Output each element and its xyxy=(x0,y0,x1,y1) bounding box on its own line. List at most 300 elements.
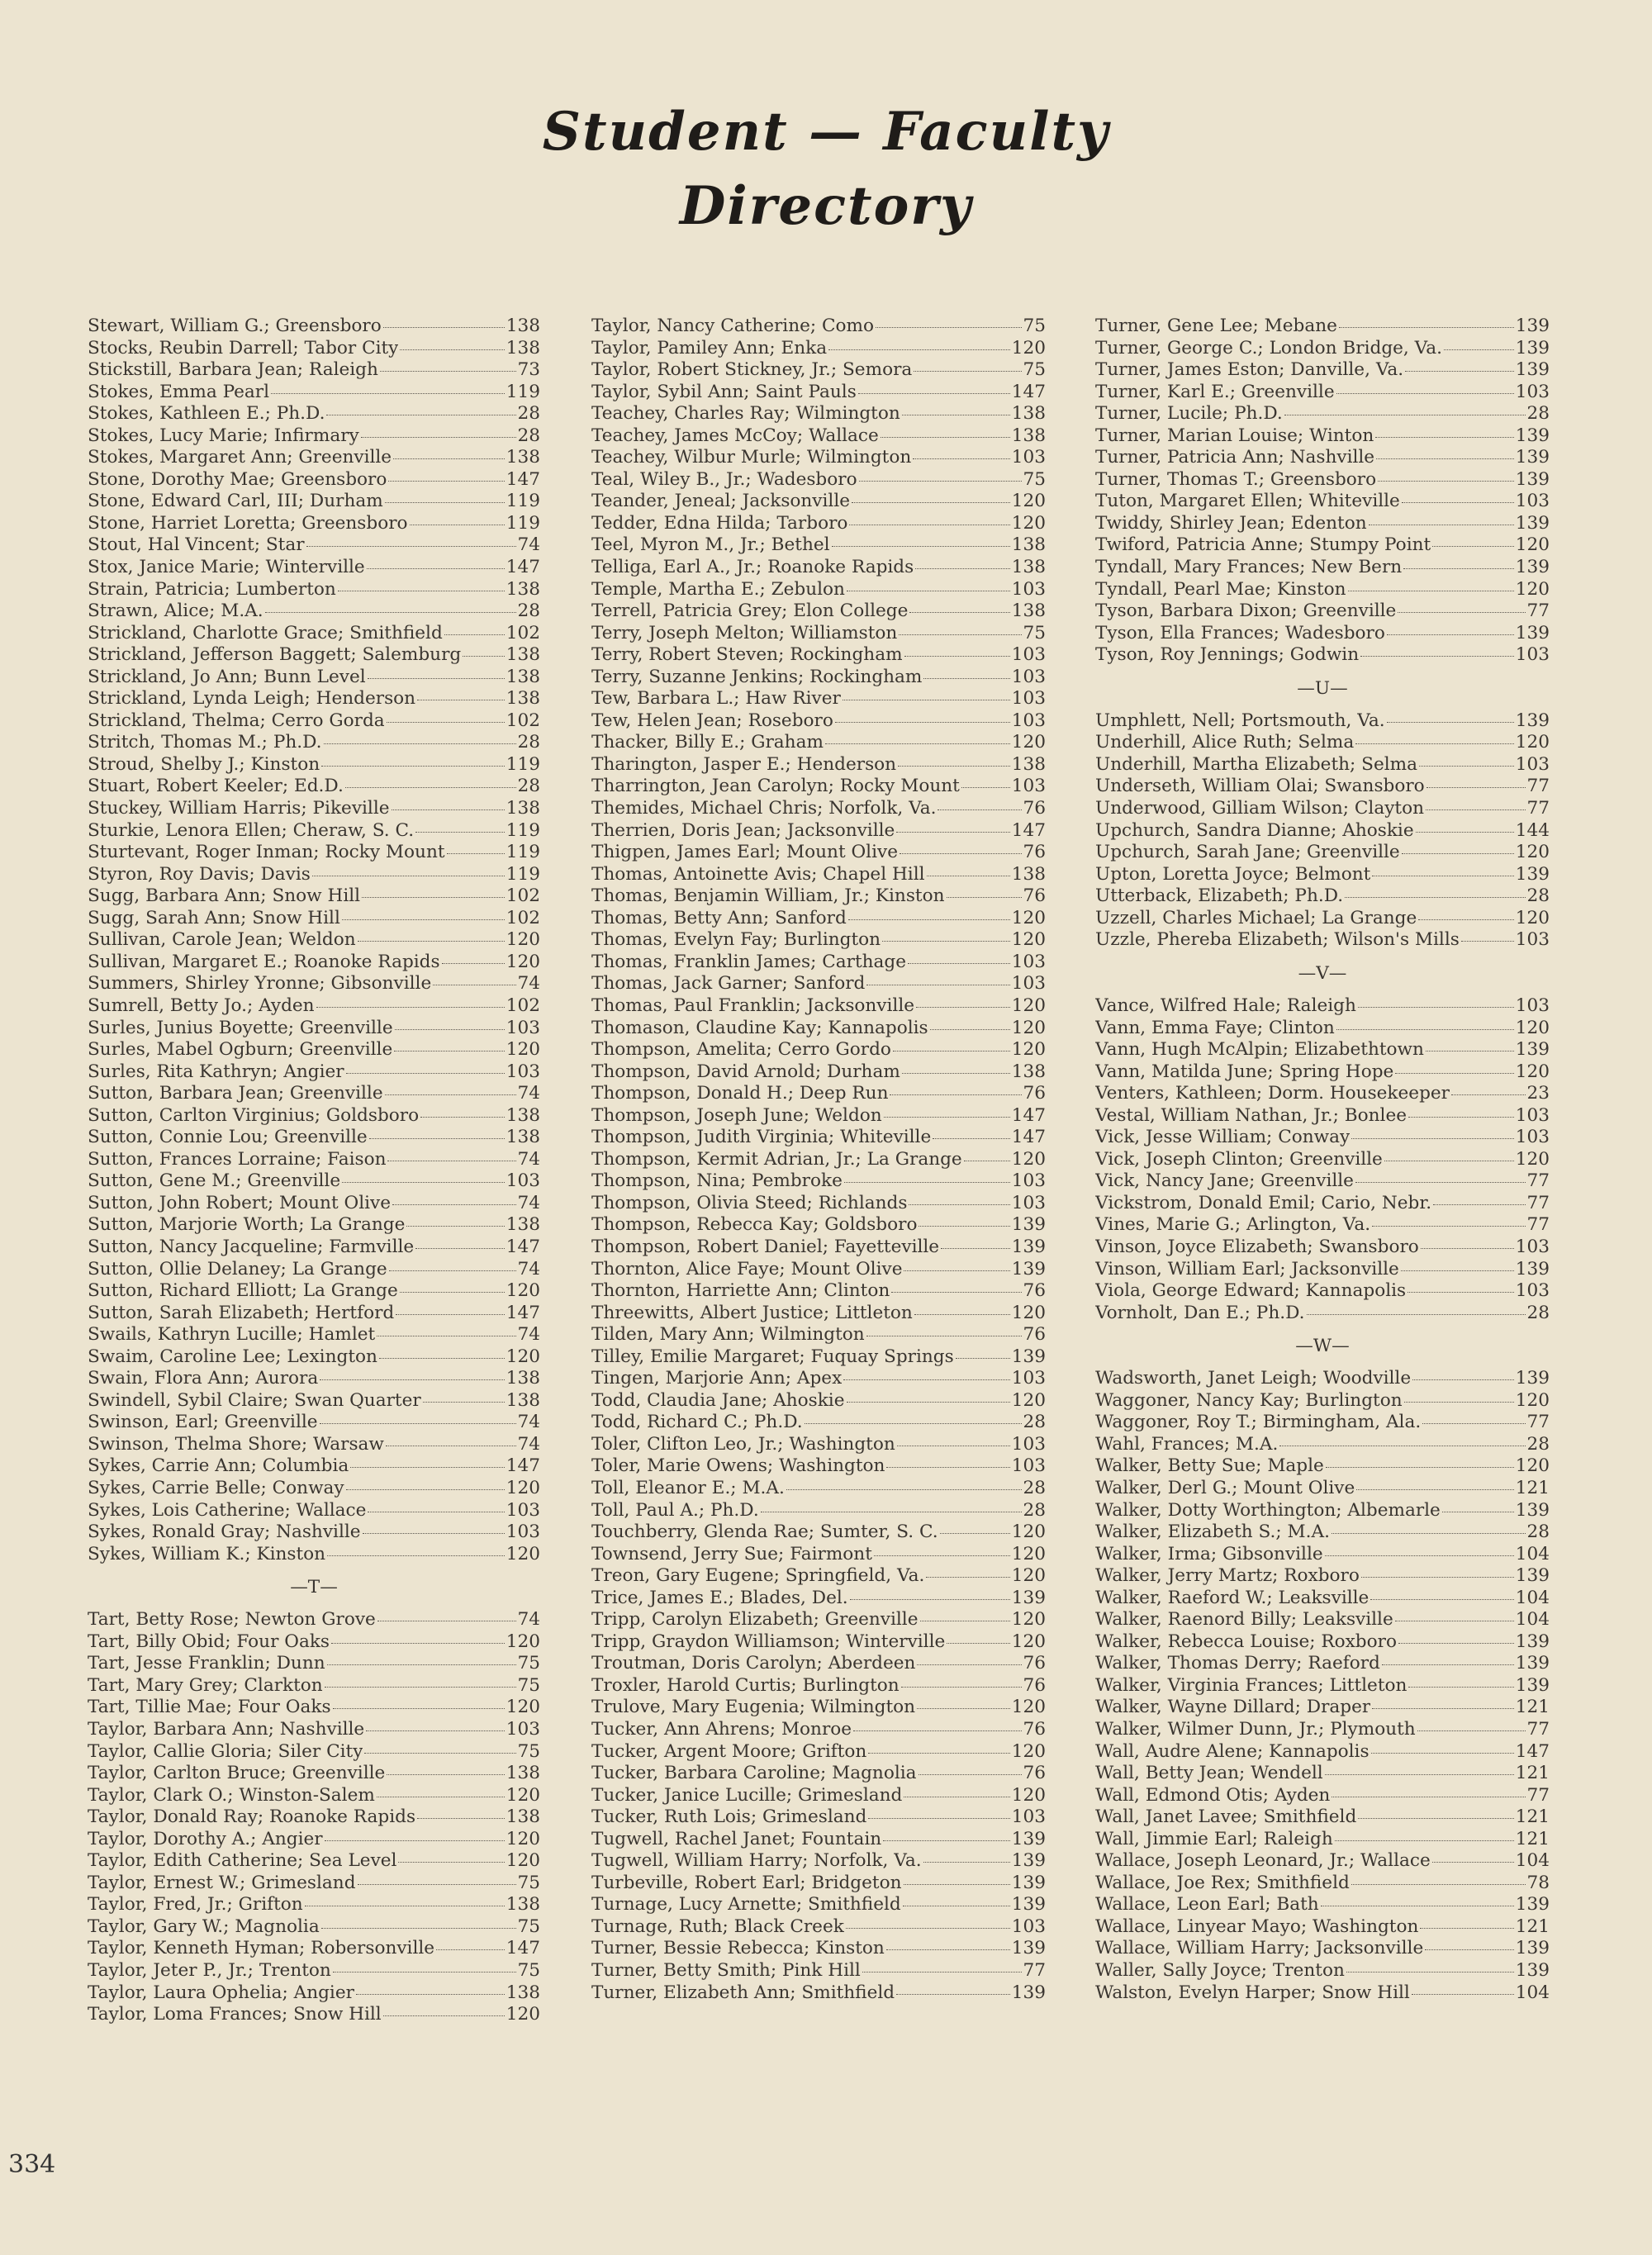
directory-entry xyxy=(1095,1609,1550,1631)
directory-entry xyxy=(1095,1565,1550,1588)
entry-name: Vines, Marie G.; Arlington, Va. xyxy=(1095,1214,1371,1236)
entry-name: Vinson, Joyce Elizabeth; Swansboro xyxy=(1095,1236,1419,1257)
entry-page: 138 xyxy=(506,1763,540,1784)
entry-page: 77 xyxy=(1526,1412,1550,1433)
entry-name: Sutton, Frances Lorraine; Faison xyxy=(88,1148,387,1170)
entry-page: 139 xyxy=(1515,316,1550,336)
directory-entry xyxy=(1095,1280,1550,1303)
entry-page: 119 xyxy=(506,491,540,512)
entry-page: 74 xyxy=(517,1412,540,1433)
directory-entry xyxy=(88,1061,540,1084)
directory-entry xyxy=(591,1982,1046,2005)
directory-entry xyxy=(88,579,540,601)
entry-page: 75 xyxy=(517,1740,540,1762)
entry-name: Swaim, Caroline Lee; Lexington xyxy=(88,1346,377,1367)
entry-name: Stokes, Kathleen E.; Ph.D. xyxy=(88,403,325,425)
entry-name: Vickstrom, Donald Emil; Cario, Nebr. xyxy=(1095,1192,1432,1213)
leader-dots xyxy=(327,1555,505,1556)
entry-page: 120 xyxy=(1011,929,1046,951)
leader-dots xyxy=(1387,722,1514,723)
leader-dots xyxy=(828,349,1010,350)
directory-entry xyxy=(591,1609,1046,1631)
directory-entry xyxy=(88,1763,540,1785)
directory-entry xyxy=(1095,1697,1550,1719)
leader-dots xyxy=(345,787,516,788)
leader-dots xyxy=(1339,327,1514,328)
entry-name: Stuckey, William Harris; Pikeville xyxy=(88,798,390,819)
entry-name: Teachey, James McCoy; Wallace xyxy=(591,425,879,446)
entry-name: Vance, Wilfred Hale; Raleigh xyxy=(1095,995,1356,1016)
entry-name: Thompson, Olivia Steed; Richlands xyxy=(591,1192,908,1213)
entry-name: Sullivan, Carole Jean; Weldon xyxy=(88,929,356,951)
entry-name: Wall, Betty Jean; Wendell xyxy=(1095,1763,1323,1784)
entry-page: 139 xyxy=(1515,1631,1550,1652)
directory-entry xyxy=(1095,623,1550,645)
directory-entry xyxy=(88,929,540,952)
entry-name: Sykes, Ronald Gray; Nashville xyxy=(88,1522,361,1543)
leader-dots xyxy=(909,612,1009,613)
directory-entry xyxy=(88,1280,540,1303)
directory-entry xyxy=(591,798,1046,820)
directory-entry xyxy=(88,1653,540,1675)
entry-page: 28 xyxy=(1526,403,1550,425)
directory-entry xyxy=(591,1478,1046,1500)
entry-page: 138 xyxy=(1011,403,1046,425)
directory-entry xyxy=(1095,710,1550,733)
entry-page: 103 xyxy=(1515,644,1550,666)
leader-dots xyxy=(941,1248,1010,1249)
leader-dots xyxy=(1444,349,1514,350)
directory-entry xyxy=(591,579,1046,601)
entry-page: 121 xyxy=(1515,1828,1550,1849)
entry-page: 76 xyxy=(1023,1083,1046,1104)
directory-entry xyxy=(591,667,1046,689)
leader-dots xyxy=(316,1007,505,1008)
entry-page: 103 xyxy=(506,1499,540,1521)
entry-name: Toler, Marie Owens; Washington xyxy=(591,1455,885,1477)
entry-page: 120 xyxy=(1011,1302,1046,1323)
directory-entry xyxy=(591,688,1046,710)
entry-name: Tart, Mary Grey; Clarkton xyxy=(88,1674,323,1696)
entry-name: Teander, Jeneal; Jacksonville xyxy=(591,491,851,512)
entry-name: Surles, Mabel Ogburn; Greenville xyxy=(88,1039,393,1061)
entry-page: 28 xyxy=(517,425,540,446)
entry-name: Walker, Elizabeth S.; M.A. xyxy=(1095,1522,1330,1543)
entry-name: Taylor, Barbara Ann; Nashville xyxy=(88,1719,365,1740)
entry-page: 103 xyxy=(506,1170,540,1192)
directory-entry xyxy=(88,1346,540,1369)
entry-page: 138 xyxy=(506,578,540,600)
directory-entry xyxy=(88,1500,540,1522)
leader-dots xyxy=(369,1138,505,1139)
leader-dots xyxy=(891,1292,1021,1293)
directory-entry xyxy=(591,447,1046,469)
leader-dots xyxy=(1372,1708,1514,1709)
leader-dots xyxy=(265,612,516,613)
leader-dots xyxy=(886,1949,1010,1950)
leader-dots xyxy=(908,963,1010,964)
directory-entry xyxy=(1095,1237,1550,1259)
directory-entry xyxy=(1095,1588,1550,1610)
leader-dots xyxy=(380,371,516,372)
directory-entry xyxy=(88,842,540,864)
entry-page: 138 xyxy=(1011,753,1046,775)
entry-page: 28 xyxy=(1023,1412,1046,1433)
entry-name: Wallace, William Harry; Jacksonville xyxy=(1095,1938,1424,1959)
directory-entry xyxy=(591,1938,1046,1960)
entry-name: Temple, Martha E.; Zebulon xyxy=(591,578,845,600)
directory-entry xyxy=(1095,754,1550,776)
entry-name: Walker, Wayne Dillard; Draper xyxy=(1095,1697,1371,1718)
leader-dots xyxy=(361,437,516,438)
entry-name: Underhill, Alice Ruth; Selma xyxy=(1095,732,1355,753)
entry-name: Upton, Loretta Joyce; Belmont xyxy=(1095,863,1371,885)
directory-entry xyxy=(88,973,540,995)
leader-dots xyxy=(362,897,505,898)
entry-page: 103 xyxy=(1515,1280,1550,1302)
directory-column-3 xyxy=(1095,316,1550,2004)
leader-dots xyxy=(1370,1599,1513,1600)
entry-name: Turner, Bessie Rebecca; Kinston xyxy=(591,1938,885,1959)
leader-dots xyxy=(916,1007,1010,1008)
entry-name: Tucker, Barbara Caroline; Magnolia xyxy=(591,1763,917,1784)
leader-dots xyxy=(415,832,505,833)
leader-dots xyxy=(350,1467,505,1468)
leader-dots xyxy=(1404,1402,1514,1403)
entry-page: 76 xyxy=(1023,885,1046,907)
directory-entry xyxy=(88,1259,540,1281)
entry-name: Sykes, Lois Catherine; Wallace xyxy=(88,1499,367,1521)
directory-entry xyxy=(591,1170,1046,1193)
directory-entry xyxy=(1095,557,1550,579)
directory-entry xyxy=(591,382,1046,404)
entry-page: 139 xyxy=(1515,425,1550,446)
directory-entry xyxy=(88,491,540,513)
leader-dots xyxy=(902,1073,1010,1074)
entry-name: Taylor, Laura Ophelia; Angier xyxy=(88,1982,354,2003)
entry-name: Umphlett, Nell; Portsmouth, Va. xyxy=(1095,710,1385,731)
leader-dots xyxy=(923,1862,1010,1863)
entry-page: 139 xyxy=(1011,1938,1046,1959)
directory-entry xyxy=(1095,579,1550,601)
entry-name: Sutton, Marjorie Worth; La Grange xyxy=(88,1214,406,1236)
entry-name: Vann, Hugh McAlpin; Elizabethtown xyxy=(1095,1039,1424,1061)
entry-page: 120 xyxy=(506,1631,540,1652)
entry-page: 139 xyxy=(1011,1258,1046,1279)
leader-dots xyxy=(331,1643,505,1644)
entry-page: 76 xyxy=(1023,1653,1046,1674)
entry-page: 138 xyxy=(1011,1061,1046,1082)
entry-page: 147 xyxy=(506,1302,540,1323)
leader-dots xyxy=(1395,1073,1513,1074)
entry-name: Vornholt, Dan E.; Ph.D. xyxy=(1095,1302,1305,1323)
directory-entry xyxy=(88,316,540,338)
entry-page: 138 xyxy=(506,1104,540,1126)
entry-name: Swinson, Earl; Greenville xyxy=(88,1412,318,1433)
entry-page: 144 xyxy=(1515,819,1550,841)
entry-page: 120 xyxy=(1011,1148,1046,1170)
leader-dots xyxy=(392,809,505,810)
entry-name: Sugg, Barbara Ann; Snow Hill xyxy=(88,885,361,907)
directory-entry xyxy=(88,688,540,710)
directory-entry xyxy=(591,1522,1046,1544)
section-letter: —U— xyxy=(1297,677,1348,699)
entry-page: 139 xyxy=(1515,863,1550,885)
entry-page: 103 xyxy=(1515,1236,1550,1257)
entry-name: Threewitts, Albert Justice; Littleton xyxy=(591,1302,913,1323)
entry-name: Teachey, Wilbur Murle; Wilmington xyxy=(591,447,912,468)
entry-page: 76 xyxy=(1023,1763,1046,1784)
entry-name: Waggoner, Roy T.; Birmingham, Ala. xyxy=(1095,1412,1422,1433)
leader-dots xyxy=(1336,393,1514,394)
entry-page: 120 xyxy=(1011,1565,1046,1587)
directory-entry xyxy=(591,491,1046,513)
entry-page: 120 xyxy=(506,1697,540,1718)
leader-dots xyxy=(346,1073,505,1074)
entry-name: Upchurch, Sarah Jane; Greenville xyxy=(1095,842,1400,863)
directory-entry xyxy=(591,534,1046,557)
directory-entry xyxy=(88,1894,540,1916)
entry-name: Sutton, Barbara Jean; Greenville xyxy=(88,1083,383,1104)
entry-name: Teel, Myron M., Jr.; Bethel xyxy=(591,534,830,556)
entry-name: Todd, Claudia Jane; Ahoskie xyxy=(591,1389,845,1411)
entry-page: 139 xyxy=(1011,1982,1046,2003)
directory-entry xyxy=(88,1455,540,1478)
entry-page: 103 xyxy=(506,1522,540,1543)
directory-entry xyxy=(591,1193,1046,1215)
leader-dots xyxy=(786,1489,1022,1490)
directory-entry xyxy=(88,338,540,360)
entry-page: 28 xyxy=(517,776,540,797)
entry-name: Turner, Gene Lee; Mebane xyxy=(1095,316,1337,336)
directory-entry xyxy=(1095,1434,1550,1456)
entry-page: 139 xyxy=(1515,710,1550,731)
leader-dots xyxy=(1371,1753,1514,1754)
directory-entry xyxy=(88,1083,540,1105)
entry-page: 103 xyxy=(1515,491,1550,512)
entry-page: 76 xyxy=(1023,842,1046,863)
leader-dots xyxy=(356,1994,505,1995)
directory-entry xyxy=(88,1149,540,1171)
directory-entry xyxy=(1095,1873,1550,1895)
directory-entry xyxy=(1095,1214,1550,1237)
directory-entry xyxy=(1095,1500,1550,1522)
directory-entry xyxy=(591,1083,1046,1105)
directory-entry xyxy=(1095,798,1550,820)
entry-page: 28 xyxy=(1526,885,1550,907)
entry-name: Turbeville, Robert Earl; Bridgeton xyxy=(591,1872,902,1893)
leader-dots xyxy=(346,1489,505,1490)
entry-name: Terry, Joseph Melton; Williamston xyxy=(591,622,898,643)
directory-entry xyxy=(591,644,1046,667)
leader-dots xyxy=(883,1840,1010,1841)
directory-entry xyxy=(1095,644,1550,667)
entry-page: 75 xyxy=(1023,622,1046,643)
leader-dots xyxy=(1412,1994,1514,1995)
leader-dots xyxy=(1402,853,1514,854)
leader-dots xyxy=(321,1928,516,1929)
entry-page: 121 xyxy=(1515,1697,1550,1718)
directory-entry xyxy=(1095,1061,1550,1084)
directory-entry xyxy=(591,1631,1046,1654)
entry-page: 120 xyxy=(506,2004,540,2025)
entry-page: 103 xyxy=(1011,1170,1046,1192)
entry-name: Sutton, Gene M.; Greenville xyxy=(88,1170,341,1192)
entry-name: Troxler, Harold Curtis; Burlington xyxy=(591,1674,900,1696)
leader-dots xyxy=(342,919,505,920)
directory-entry xyxy=(1095,1170,1550,1193)
entry-page: 75 xyxy=(517,1653,540,1674)
entry-page: 138 xyxy=(506,644,540,666)
leader-dots xyxy=(1361,1577,1514,1578)
entry-page: 138 xyxy=(1011,863,1046,885)
leader-dots xyxy=(1351,1884,1526,1885)
leader-dots xyxy=(366,1730,505,1731)
leader-dots xyxy=(320,1423,516,1424)
entry-page: 120 xyxy=(1011,1522,1046,1543)
entry-page: 104 xyxy=(1515,1543,1550,1564)
entry-name: Venters, Kathleen; Dorm. Housekeeper xyxy=(1095,1083,1450,1104)
leader-dots xyxy=(930,1029,1010,1030)
leader-dots xyxy=(896,832,1009,833)
leader-dots xyxy=(463,656,505,657)
directory-entry xyxy=(591,1544,1046,1566)
entry-page: 138 xyxy=(506,1368,540,1389)
entry-page: 139 xyxy=(1515,512,1550,534)
directory-entry xyxy=(88,952,540,974)
entry-name: Vick, Nancy Jane; Greenville xyxy=(1095,1170,1354,1192)
directory-entry xyxy=(88,1785,540,1807)
entry-page: 103 xyxy=(1011,1916,1046,1937)
directory-entry xyxy=(1095,1741,1550,1764)
directory-entry xyxy=(591,1916,1046,1939)
entry-page: 120 xyxy=(1011,337,1046,358)
leader-dots xyxy=(383,327,505,328)
leader-dots xyxy=(876,327,1021,328)
entry-page: 120 xyxy=(1011,995,1046,1016)
entry-name: Strickland, Jo Ann; Bunn Level xyxy=(88,666,366,687)
entry-name: Wall, Jimmie Earl; Raleigh xyxy=(1095,1828,1333,1849)
entry-name: Taylor, Kenneth Hyman; Robersonville xyxy=(88,1938,435,1959)
entry-name: Stritch, Thomas M.; Ph.D. xyxy=(88,732,322,753)
entry-page: 138 xyxy=(506,688,540,710)
leader-dots xyxy=(917,1708,1010,1709)
directory-entry xyxy=(88,1127,540,1149)
entry-name: Walston, Evelyn Harper; Snow Hill xyxy=(1095,1982,1410,2003)
directory-entry xyxy=(591,908,1046,930)
entry-page: 75 xyxy=(517,1872,540,1893)
entry-name: Thomas, Jack Garner; Sanford xyxy=(591,973,866,995)
leader-dots xyxy=(915,568,1010,569)
entry-page: 120 xyxy=(506,1039,540,1061)
entry-page: 120 xyxy=(1515,1148,1550,1170)
leader-dots xyxy=(961,787,1010,788)
entry-name: Strickland, Charlotte Grace; Smithfield xyxy=(88,622,443,643)
directory-entry xyxy=(1095,1675,1550,1697)
entry-page: 119 xyxy=(506,863,540,885)
leader-dots xyxy=(940,1533,1010,1534)
directory-entry xyxy=(1095,1303,1550,1325)
directory-entry xyxy=(1095,601,1550,623)
entry-name: Thornton, Alice Faye; Mount Olive xyxy=(591,1258,903,1279)
entry-page: 139 xyxy=(1515,1039,1550,1061)
entry-page: 147 xyxy=(506,557,540,578)
leader-dots xyxy=(844,1182,1010,1183)
entry-name: Taylor, Jeter P., Jr.; Trenton xyxy=(88,1960,331,1982)
entry-page: 139 xyxy=(1515,1894,1550,1916)
entry-name: Thomas, Evelyn Fay; Burlington xyxy=(591,929,881,951)
entry-page: 139 xyxy=(1515,1653,1550,1674)
entry-name: Turner, Betty Smith; Pink Hill xyxy=(591,1960,861,1982)
directory-entry xyxy=(88,732,540,754)
entry-name: Thompson, Joseph June; Weldon xyxy=(591,1104,882,1126)
directory-entry xyxy=(88,382,540,404)
entry-name: Stewart, William G.; Greensboro xyxy=(88,316,382,336)
entry-page: 75 xyxy=(1023,316,1046,336)
entry-name: Troutman, Doris Carolyn; Aberdeen xyxy=(591,1653,916,1674)
entry-name: Turnage, Lucy Arnette; Smithfield xyxy=(591,1894,901,1916)
leader-dots xyxy=(843,1379,1010,1380)
entry-name: Thompson, Robert Daniel; Fayetteville xyxy=(591,1236,940,1257)
leader-dots xyxy=(847,1402,1010,1403)
directory-entry xyxy=(1095,1894,1550,1916)
leader-dots xyxy=(420,1117,505,1118)
directory-entry xyxy=(88,403,540,425)
entry-page: 147 xyxy=(1011,819,1046,841)
leader-dots xyxy=(1355,1182,1526,1183)
leader-dots xyxy=(1419,766,1514,767)
directory-entry xyxy=(88,710,540,733)
entry-name: Sullivan, Margaret E.; Roanoke Rapids xyxy=(88,951,440,972)
entry-page: 147 xyxy=(1515,1740,1550,1762)
leader-dots xyxy=(306,546,516,547)
entry-page: 139 xyxy=(1011,1214,1046,1236)
entry-name: Thompson, Amelita; Cerro Gordo xyxy=(591,1039,891,1061)
entry-name: Stox, Janice Marie; Winterville xyxy=(88,557,365,578)
entry-name: Taylor, Pamiley Ann; Enka xyxy=(591,337,828,358)
directory-entry xyxy=(1095,1039,1550,1061)
entry-name: Sutton, John Robert; Mount Olive xyxy=(88,1192,391,1213)
entry-name: Walker, Raenord Billy; Leaksville xyxy=(1095,1609,1393,1631)
directory-entry xyxy=(88,908,540,930)
entry-page: 75 xyxy=(517,1674,540,1696)
leader-dots xyxy=(956,1358,1010,1359)
page-number: 334 xyxy=(8,2150,56,2179)
entry-name: Wahl, Frances; M.A. xyxy=(1095,1433,1279,1455)
directory-entry xyxy=(88,667,540,689)
leader-dots xyxy=(1427,787,1526,788)
entry-page: 147 xyxy=(506,1236,540,1257)
entry-page: 120 xyxy=(1515,534,1550,556)
directory-entry xyxy=(88,798,540,820)
entry-page: 120 xyxy=(506,1477,540,1498)
leader-dots xyxy=(321,766,505,767)
entry-page: 103 xyxy=(1011,1806,1046,1828)
directory-entry xyxy=(88,1806,540,1829)
entry-name: Wallace, Joseph Leonard, Jr.; Wallace xyxy=(1095,1850,1431,1872)
entry-name: Taylor, Donald Ray; Roanoke Rapids xyxy=(88,1806,416,1828)
entry-page: 138 xyxy=(506,1214,540,1236)
entry-name: Tugwell, Rachel Janet; Fountain xyxy=(591,1828,882,1849)
leader-dots xyxy=(271,393,505,394)
leader-dots xyxy=(1422,1423,1525,1424)
leader-dots xyxy=(901,1687,1022,1688)
directory-entry xyxy=(88,1434,540,1456)
entry-page: 120 xyxy=(1515,842,1550,863)
entry-page: 139 xyxy=(1515,1258,1550,1279)
entry-name: Taylor, Callie Gloria; Siler City xyxy=(88,1740,363,1762)
entry-page: 102 xyxy=(506,885,540,907)
